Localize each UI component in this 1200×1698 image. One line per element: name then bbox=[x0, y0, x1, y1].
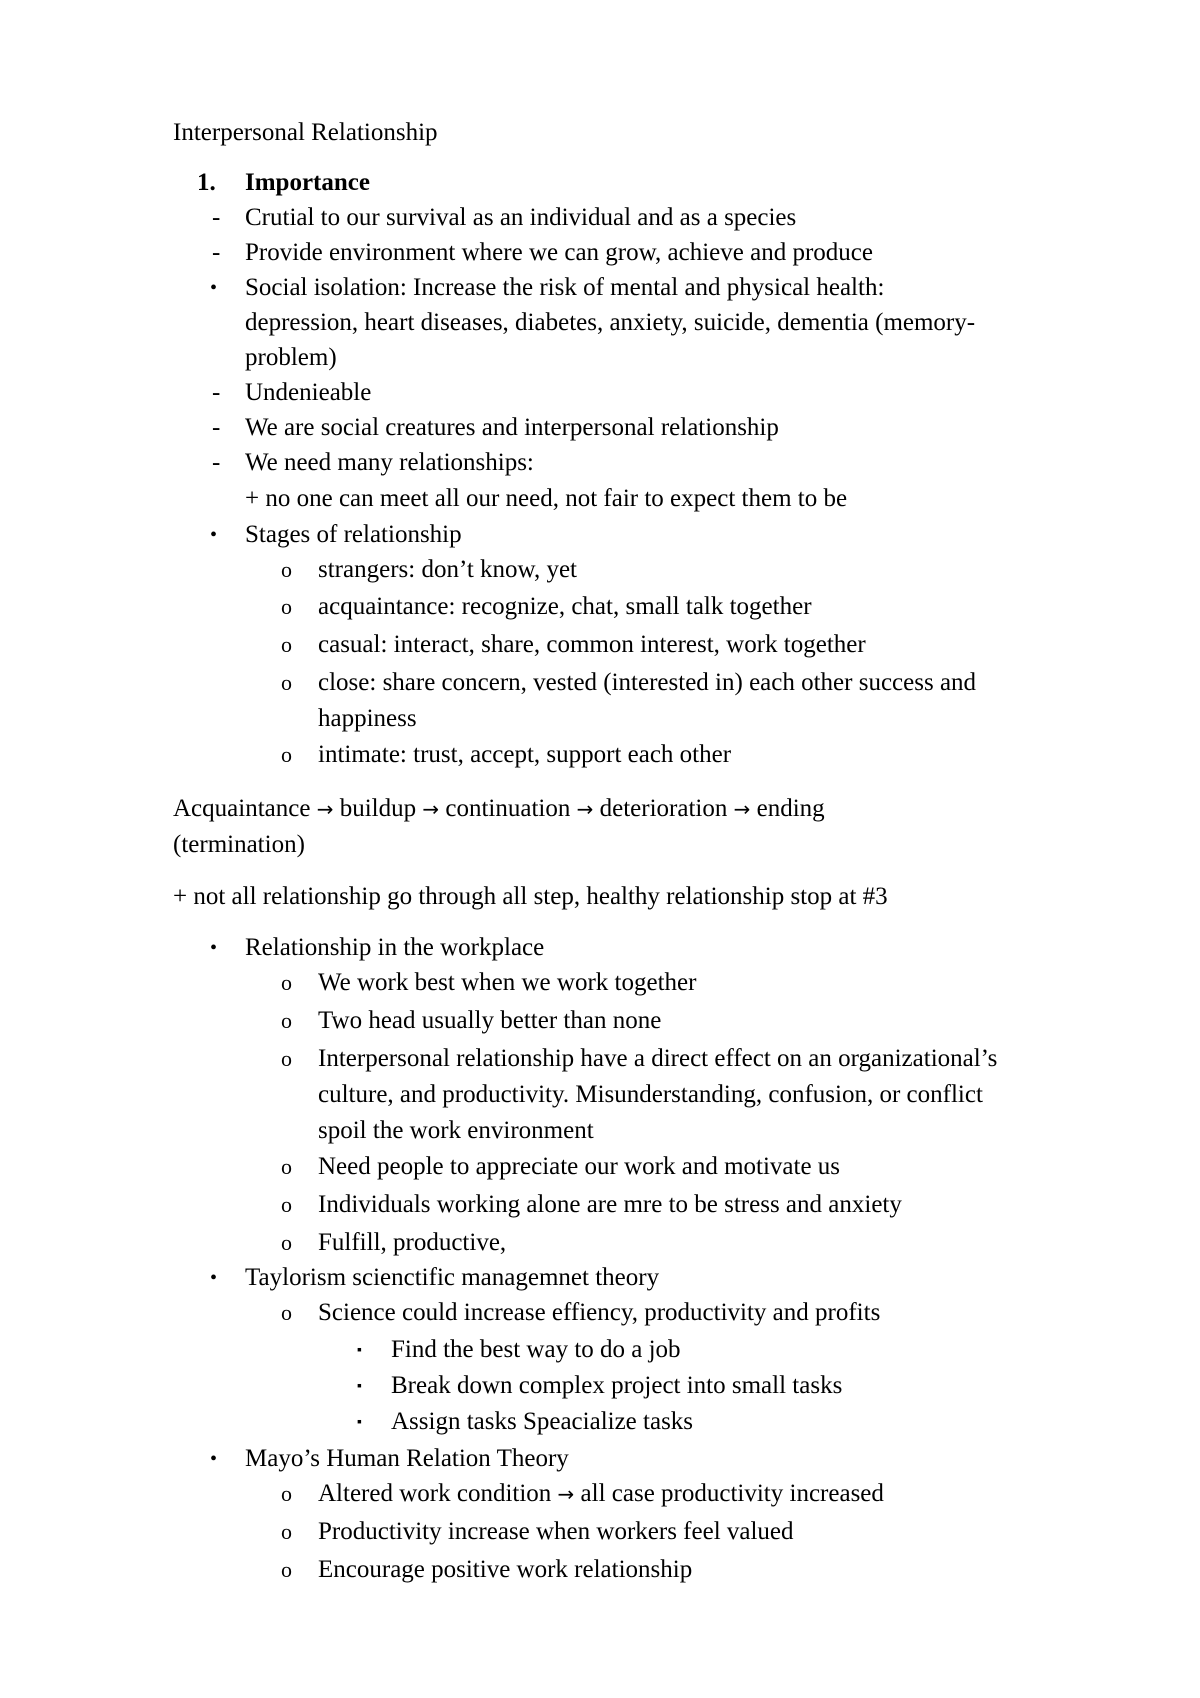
list-item: Provide environment where we can grow, achieve and produce bbox=[245, 239, 873, 266]
flow-step: buildup bbox=[339, 795, 417, 822]
circle-marker: o bbox=[281, 1046, 292, 1071]
right-arrow-icon: → bbox=[316, 797, 334, 821]
circle-marker: o bbox=[281, 632, 292, 657]
stage-item: acquaintance: recognize, chat, small talk together bbox=[318, 593, 812, 620]
circle-marker: o bbox=[281, 742, 292, 767]
flow-step: deterioration bbox=[599, 795, 728, 822]
stage-item: casual: interact, share, common interest, work together bbox=[318, 631, 866, 658]
circle-marker: o bbox=[281, 1008, 292, 1033]
mayo-item bbox=[318, 1481, 884, 1506]
list-item: Undenieable bbox=[245, 379, 372, 406]
circle-marker: o bbox=[281, 970, 292, 995]
relationship-flow bbox=[173, 796, 825, 821]
flow-step: ending bbox=[756, 795, 825, 822]
mayo-item-text: Altered work condition bbox=[318, 1480, 552, 1507]
workplace-item: Need people to appreciate our work and motivate us bbox=[318, 1153, 841, 1180]
right-arrow-icon: → bbox=[422, 797, 440, 821]
dash-marker: - bbox=[212, 204, 221, 231]
circle-marker: o bbox=[281, 1230, 292, 1255]
dash-marker: - bbox=[212, 449, 221, 476]
list-item-continuation: + no one can meet all our need, not fair to expect them to be bbox=[245, 485, 848, 512]
dash-marker: - bbox=[212, 414, 221, 441]
bullet-marker: • bbox=[210, 1448, 218, 1470]
heading-importance: Importance bbox=[245, 169, 370, 196]
workplace-heading: Relationship in the workplace bbox=[245, 934, 545, 961]
circle-marker: o bbox=[281, 1154, 292, 1179]
circle-marker: o bbox=[281, 557, 292, 582]
stage-item: intimate: trust, accept, support each other bbox=[318, 741, 732, 768]
list-item-continuation: depression, heart diseases, diabetes, anxiety, suicide, dementia (memory- bbox=[245, 309, 976, 336]
square-marker: ▪ bbox=[357, 1379, 362, 1394]
workplace-item: Interpersonal relationship have a direct effect on an organizational’s bbox=[318, 1045, 998, 1072]
circle-marker: o bbox=[281, 1481, 292, 1506]
bullet-marker: • bbox=[210, 937, 218, 959]
mayo-heading: Mayo’s Human Relation Theory bbox=[245, 1445, 569, 1472]
list-item-continuation: problem) bbox=[245, 344, 337, 371]
stage-item-continuation: happiness bbox=[318, 705, 417, 732]
taylorism-item: Science could increase effiency, productivity and profits bbox=[318, 1299, 881, 1326]
circle-marker: o bbox=[281, 1557, 292, 1582]
flow-step: Acquaintance bbox=[173, 795, 311, 822]
mayo-item: Encourage positive work relationship bbox=[318, 1556, 693, 1583]
circle-marker: o bbox=[281, 594, 292, 619]
list-item: Crutial to our survival as an individual and as a species bbox=[245, 204, 797, 231]
right-arrow-icon: → bbox=[557, 1482, 575, 1506]
bullet-marker: • bbox=[210, 277, 218, 299]
list-item: Stages of relationship bbox=[245, 521, 462, 548]
workplace-item: Individuals working alone are mre to be stress and anxiety bbox=[318, 1191, 902, 1218]
circle-marker: o bbox=[281, 670, 292, 695]
task-item: Find the best way to do a job bbox=[391, 1336, 681, 1363]
right-arrow-icon: → bbox=[733, 797, 751, 821]
workplace-item: Fulfill, productive, bbox=[318, 1229, 507, 1256]
workplace-item-continuation: spoil the work environment bbox=[318, 1117, 594, 1144]
list-item: We are social creatures and interpersonal relationship bbox=[245, 414, 779, 441]
square-marker: ▪ bbox=[357, 1343, 362, 1358]
dash-marker: - bbox=[212, 379, 221, 406]
task-item: Assign tasks Speacialize tasks bbox=[391, 1408, 694, 1435]
square-marker: ▪ bbox=[357, 1415, 362, 1430]
circle-marker: o bbox=[281, 1192, 292, 1217]
circle-marker: o bbox=[281, 1519, 292, 1544]
list-item: Social isolation: Increase the risk of mental and physical health: bbox=[245, 274, 885, 301]
stage-item: strangers: don’t know, yet bbox=[318, 556, 577, 583]
dash-marker: - bbox=[212, 239, 221, 266]
document-title: Interpersonal Relationship bbox=[173, 119, 438, 146]
task-item: Break down complex project into small tasks bbox=[391, 1372, 843, 1399]
workplace-item: We work best when we work together bbox=[318, 969, 697, 996]
right-arrow-icon: → bbox=[576, 797, 594, 821]
taylorism-heading: Taylorism scienctific managemnet theory bbox=[245, 1264, 660, 1291]
note-text: + not all relationship go through all step, healthy relationship stop at #3 bbox=[173, 883, 888, 910]
workplace-item: Two head usually better than none bbox=[318, 1007, 662, 1034]
heading-number: 1. bbox=[197, 169, 216, 196]
workplace-item-continuation: culture, and productivity. Misunderstanding, confusion, or conflict bbox=[318, 1081, 983, 1108]
bullet-marker: • bbox=[210, 1267, 218, 1289]
mayo-item: Productivity increase when workers feel valued bbox=[318, 1518, 794, 1545]
bullet-marker: • bbox=[210, 524, 218, 546]
circle-marker: o bbox=[281, 1300, 292, 1325]
flow-tail: (termination) bbox=[173, 831, 305, 858]
mayo-item-text: all case productivity increased bbox=[580, 1480, 884, 1507]
stage-item: close: share concern, vested (interested in) each other success and bbox=[318, 669, 977, 696]
list-item: We need many relationships: bbox=[245, 449, 534, 476]
flow-step: continuation bbox=[445, 795, 571, 822]
